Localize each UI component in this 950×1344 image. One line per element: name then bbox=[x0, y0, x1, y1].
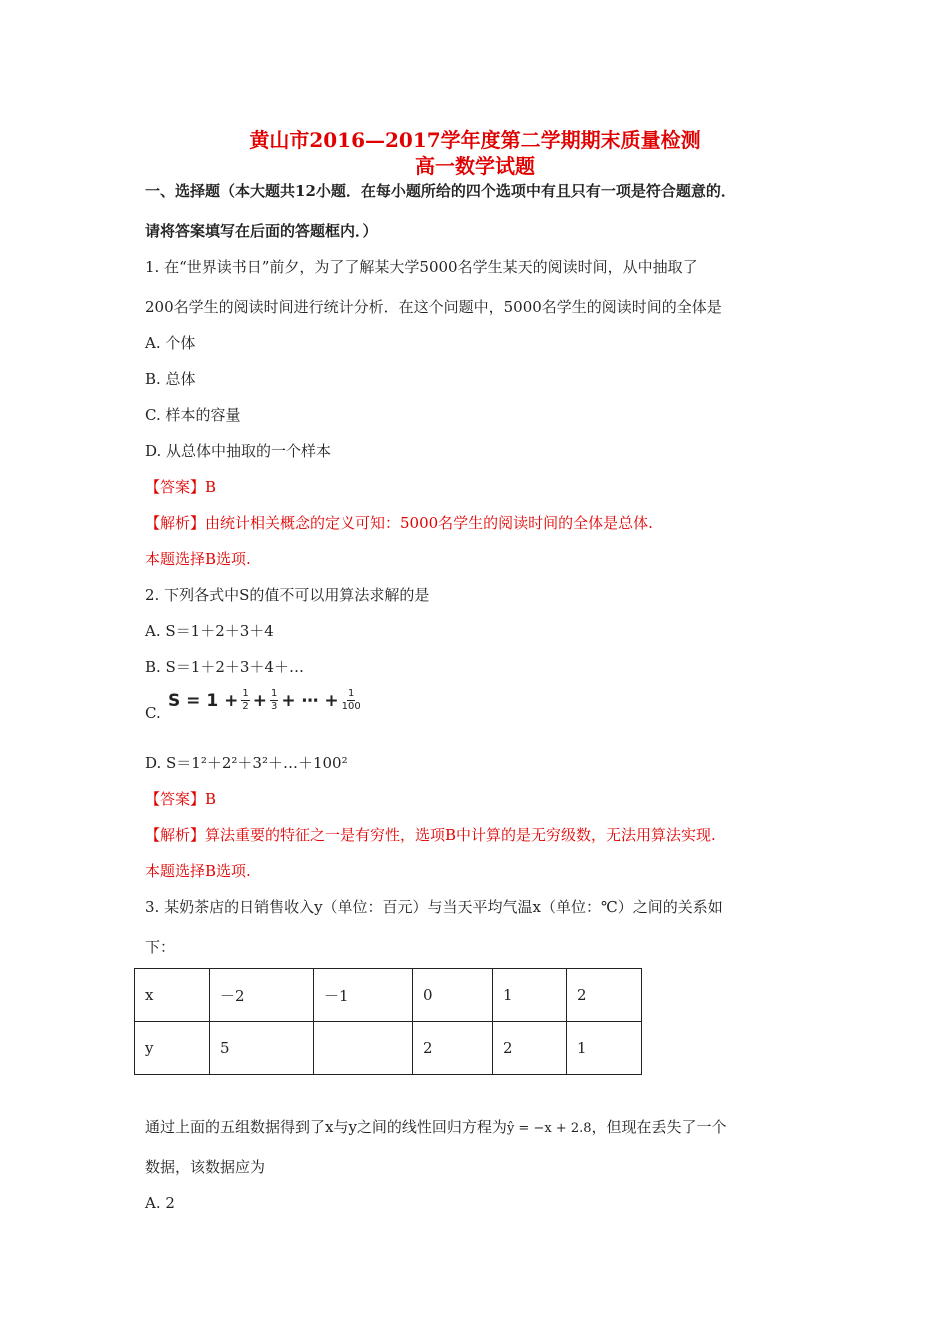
formula-ellipsis: + ⋯ + bbox=[281, 690, 339, 711]
q2-conclusion: 本题选择B选项. bbox=[145, 862, 251, 880]
section-heading-line1: 一、选择题（本大题共12小题．在每小题所给的四个选项中有且只有一项是符合题意的． bbox=[145, 182, 736, 200]
q2-option-d: D. S＝1²＋2²＋3²＋…＋100² bbox=[145, 754, 348, 772]
fraction-1-100: $\frac{1}{100}$ bbox=[341, 688, 361, 712]
q1-conclusion: 本题选择B选项. bbox=[145, 550, 251, 568]
formula-plus: + bbox=[252, 690, 267, 711]
q3-stem-line1: 3. 某奶茶店的日销售收入y（单位：百元）与当天平均气温x（单位：℃）之间的关系如 bbox=[145, 898, 723, 916]
q2-option-a: A. S＝1＋2＋3＋4 bbox=[145, 622, 274, 640]
q2-analysis: 【解析】算法重要的特征之一是有穷性，选项B中计算的是无穷级数，无法用算法实现. bbox=[145, 826, 716, 844]
section-heading-line2: 请将答案填写在后面的答题框内．） bbox=[145, 222, 378, 240]
q2-option-c-label: C. bbox=[145, 704, 161, 722]
table-cell: 2 bbox=[413, 1022, 493, 1075]
q1-option-b: B. 总体 bbox=[145, 370, 196, 388]
table-cell: 5 bbox=[210, 1022, 314, 1075]
q3-option-a: A. 2 bbox=[145, 1194, 175, 1212]
table-cell: －1 bbox=[314, 969, 413, 1022]
q1-stem-line2: 200名学生的阅读时间进行统计分析．在这个问题中，5000名学生的阅读时间的全体是 bbox=[145, 298, 722, 316]
q1-answer: 【答案】B bbox=[145, 478, 217, 496]
document-subtitle: 高一数学试题 bbox=[415, 154, 535, 178]
table-cell: 1 bbox=[493, 969, 567, 1022]
q3-text-before-eq: 通过上面的五组数据得到了x与y之间的线性回归方程为 bbox=[145, 1118, 507, 1136]
table-cell: 2 bbox=[567, 969, 642, 1022]
table-cell: 1 bbox=[567, 1022, 642, 1075]
q1-analysis: 【解析】由统计相关概念的定义可知：5000名学生的阅读时间的全体是总体. bbox=[145, 514, 653, 532]
table-cell: x bbox=[135, 969, 210, 1022]
q3-regression-line bbox=[145, 1116, 727, 1137]
q2-option-b: B. S＝1＋2＋3＋4＋… bbox=[145, 658, 305, 676]
q1-option-a: A. 个体 bbox=[145, 334, 196, 352]
table-cell bbox=[314, 1022, 413, 1075]
table-cell: 0 bbox=[413, 969, 493, 1022]
table-cell: y bbox=[135, 1022, 210, 1075]
q2-option-c-formula bbox=[168, 688, 364, 713]
fraction-1-2: $\frac{1}{2}$ bbox=[242, 688, 249, 712]
table-cell: －2 bbox=[210, 969, 314, 1022]
data-table bbox=[134, 968, 642, 1075]
q1-stem-line1: 1. 在“世界读书日”前夕，为了了解某大学5000名学生某天的阅读时间，从中抽取了 bbox=[145, 258, 698, 276]
table-row bbox=[135, 1022, 642, 1075]
regression-equation: ŷ = −x + 2.8 bbox=[506, 1121, 592, 1136]
fraction-1-3: $\frac{1}{3}$ bbox=[270, 688, 278, 712]
q2-stem: 2. 下列各式中S的值不可以用算法求解的是 bbox=[145, 586, 430, 604]
table-row bbox=[135, 969, 642, 1022]
q1-option-c: C. 样本的容量 bbox=[145, 406, 241, 424]
q1-option-d: D. 从总体中抽取的一个样本 bbox=[145, 442, 332, 460]
document-title: 黄山市2016—2017学年度第二学期期末质量检测 bbox=[249, 128, 701, 152]
q3-text-line2: 数据，该数据应为 bbox=[145, 1158, 266, 1176]
q3-text-after-eq: ，但现在丢失了一个 bbox=[591, 1118, 727, 1136]
q3-stem-line2: 下： bbox=[145, 938, 176, 956]
q2-answer: 【答案】B bbox=[145, 790, 217, 808]
formula-lead: S = 1 + bbox=[168, 690, 239, 711]
table-cell: 2 bbox=[493, 1022, 567, 1075]
